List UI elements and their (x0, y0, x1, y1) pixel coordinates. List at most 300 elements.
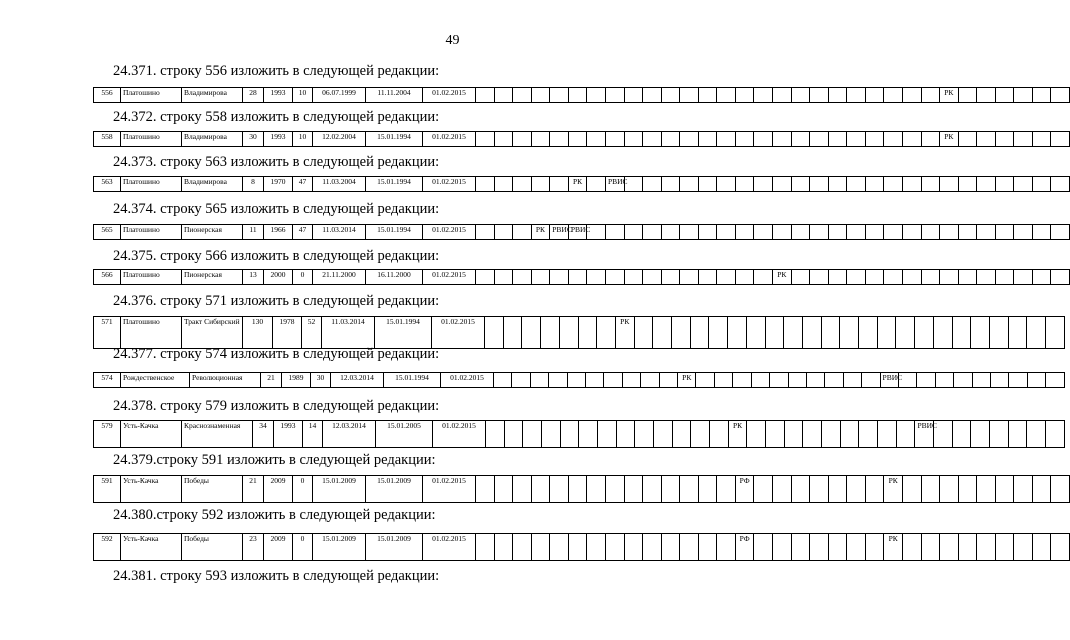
page-number: 49 (445, 33, 460, 48)
empty-flag-cell (587, 177, 606, 192)
empty-flag-cell (847, 534, 866, 561)
empty-flag-cell (624, 270, 643, 285)
table-cell: Владимирова (182, 132, 243, 147)
empty-flag-cell (672, 421, 691, 448)
empty-flag-cell (643, 132, 662, 147)
table-cell: 15.01.1994 (375, 317, 432, 349)
empty-flag-cell (659, 373, 677, 388)
empty-flag-cell (1046, 317, 1065, 349)
empty-flag-cell (810, 476, 829, 503)
empty-flag-cell (788, 373, 806, 388)
table-cell: 30 (311, 373, 331, 388)
empty-flag-cell (828, 177, 847, 192)
empty-flag-cell (995, 270, 1014, 285)
empty-flag-cell (865, 476, 884, 503)
table-cell: 591 (94, 476, 121, 503)
empty-flag-cell (921, 270, 940, 285)
empty-flag-cell (550, 88, 569, 103)
empty-flag-cell (791, 177, 810, 192)
empty-flag-cell (971, 317, 990, 349)
empty-flag-cell (1014, 88, 1033, 103)
empty-flag-cell (884, 88, 903, 103)
empty-flag-cell (587, 270, 606, 285)
empty-flag-cell (513, 132, 532, 147)
section-heading: 24.379.строку 591 изложить в следующей редакции: (113, 452, 436, 468)
empty-flag-cell (821, 317, 840, 349)
empty-flag-cell (915, 317, 934, 349)
empty-flag-cell (503, 317, 522, 349)
empty-flag-cell (921, 534, 940, 561)
empty-flag-cell (690, 317, 709, 349)
empty-flag-cell (661, 534, 680, 561)
table-cell: 11.11.2004 (366, 88, 423, 103)
empty-flag-cell (977, 132, 996, 147)
table-cell: 1989 (282, 373, 311, 388)
empty-flag-cell (1046, 373, 1064, 388)
empty-flag-cell (717, 534, 736, 561)
empty-flag-cell (847, 88, 866, 103)
empty-flag-cell (865, 177, 884, 192)
empty-flag-cell (828, 225, 847, 240)
empty-flag-cell (958, 88, 977, 103)
empty-flag-cell (605, 132, 624, 147)
flag-cell: РФ (735, 534, 754, 561)
empty-flag-cell (680, 132, 699, 147)
table-cell: Платошино (121, 270, 182, 285)
table-cell: 0 (293, 270, 313, 285)
empty-flag-cell (765, 317, 784, 349)
empty-flag-cell (977, 534, 996, 561)
section-heading: 24.378. строку 579 изложить в следующей редакции: (113, 398, 440, 414)
empty-flag-cell (605, 225, 624, 240)
table-cell: 8 (243, 177, 264, 192)
table-row (93, 269, 1070, 285)
empty-flag-cell (680, 177, 699, 192)
empty-flag-cell (803, 421, 822, 448)
empty-flag-cell (810, 534, 829, 561)
empty-flag-cell (784, 421, 803, 448)
empty-flag-cell (952, 317, 971, 349)
table-cell: 0 (293, 534, 313, 561)
empty-flag-cell (661, 88, 680, 103)
empty-flag-cell (624, 132, 643, 147)
empty-flag-cell (698, 476, 717, 503)
table-cell: 12.03.2014 (331, 373, 384, 388)
table-cell: 11.03.2014 (313, 225, 366, 240)
empty-flag-cell (1032, 270, 1051, 285)
table-cell: 15.01.2009 (366, 534, 423, 561)
empty-flag-cell (770, 373, 788, 388)
table-cell: 01.02.2015 (423, 270, 476, 285)
empty-flag-cell (977, 225, 996, 240)
empty-flag-cell (754, 132, 773, 147)
empty-flag-cell (680, 225, 699, 240)
empty-flag-cell (773, 534, 792, 561)
empty-flag-cell (624, 225, 643, 240)
empty-flag-cell (714, 373, 732, 388)
table-cell: Рождественское (121, 373, 190, 388)
empty-flag-cell (661, 132, 680, 147)
flag-cell: РК (884, 476, 903, 503)
flag-cell: РВИС (568, 225, 587, 240)
table-cell: 2009 (264, 534, 293, 561)
table-cell: 01.02.2015 (423, 534, 476, 561)
empty-flag-cell (641, 373, 659, 388)
empty-flag-cell (531, 534, 550, 561)
empty-flag-cell (773, 225, 792, 240)
empty-flag-cell (1051, 132, 1070, 147)
empty-flag-cell (485, 317, 504, 349)
empty-flag-cell (878, 421, 897, 448)
empty-flag-cell (825, 373, 843, 388)
flag-cell: РК (728, 421, 747, 448)
empty-flag-cell (542, 421, 561, 448)
empty-flag-cell (935, 373, 953, 388)
empty-flag-cell (531, 132, 550, 147)
empty-flag-cell (1009, 373, 1027, 388)
empty-flag-cell (549, 373, 567, 388)
empty-flag-cell (940, 225, 959, 240)
empty-flag-cell (476, 177, 495, 192)
empty-flag-cell (840, 421, 859, 448)
empty-flag-cell (773, 88, 792, 103)
empty-flag-cell (766, 421, 785, 448)
empty-flag-cell (791, 476, 810, 503)
table-cell: 1978 (273, 317, 302, 349)
table-cell: 06.07.1999 (313, 88, 366, 103)
table-cell: Победы (182, 534, 243, 561)
empty-flag-cell (567, 373, 585, 388)
table-cell: 34 (253, 421, 274, 448)
empty-flag-cell (828, 270, 847, 285)
table-cell: Краснознаменная (182, 421, 253, 448)
empty-flag-cell (940, 534, 959, 561)
empty-flag-cell (586, 373, 604, 388)
table-cell: Платошино (121, 317, 182, 349)
empty-flag-cell (754, 476, 773, 503)
empty-flag-cell (568, 270, 587, 285)
empty-flag-cell (691, 421, 710, 448)
empty-flag-cell (531, 270, 550, 285)
empty-flag-cell (773, 476, 792, 503)
empty-flag-cell (531, 88, 550, 103)
flag-cell: РФ (735, 476, 754, 503)
empty-flag-cell (698, 225, 717, 240)
empty-flag-cell (1032, 476, 1051, 503)
empty-flag-cell (754, 88, 773, 103)
table-cell: 01.02.2015 (441, 373, 494, 388)
table-cell: 01.02.2015 (423, 88, 476, 103)
empty-flag-cell (847, 270, 866, 285)
empty-flag-cell (624, 88, 643, 103)
table-cell: 1993 (274, 421, 303, 448)
empty-flag-cell (806, 373, 824, 388)
empty-flag-cell (476, 476, 495, 503)
table-cell: 1970 (264, 177, 293, 192)
empty-flag-cell (746, 317, 765, 349)
empty-flag-cell (661, 177, 680, 192)
empty-flag-cell (865, 88, 884, 103)
table-cell: 15.01.1994 (384, 373, 441, 388)
table-cell: 12.03.2014 (323, 421, 376, 448)
empty-flag-cell (847, 476, 866, 503)
empty-flag-cell (791, 270, 810, 285)
empty-flag-cell (696, 373, 714, 388)
empty-flag-cell (784, 317, 803, 349)
table-cell: 52 (302, 317, 322, 349)
empty-flag-cell (1014, 132, 1033, 147)
table-cell: 15.01.2009 (313, 534, 366, 561)
empty-flag-cell (504, 421, 523, 448)
empty-flag-cell (605, 534, 624, 561)
section-heading: 24.377. строку 574 изложить в следующей редакции: (113, 346, 440, 362)
empty-flag-cell (634, 317, 653, 349)
flag-cell: РК (615, 317, 634, 349)
empty-flag-cell (1027, 421, 1046, 448)
empty-flag-cell (522, 317, 541, 349)
empty-flag-cell (579, 421, 598, 448)
empty-flag-cell (754, 177, 773, 192)
empty-flag-cell (921, 177, 940, 192)
empty-flag-cell (1014, 177, 1033, 192)
table-cell: 30 (243, 132, 264, 147)
empty-flag-cell (921, 225, 940, 240)
empty-flag-cell (672, 317, 691, 349)
empty-flag-cell (884, 270, 903, 285)
empty-flag-cell (810, 88, 829, 103)
table-row (93, 316, 1065, 349)
table-cell: 15.01.1994 (366, 132, 423, 147)
empty-flag-cell (902, 270, 921, 285)
empty-flag-cell (513, 270, 532, 285)
empty-flag-cell (1051, 534, 1070, 561)
empty-flag-cell (735, 225, 754, 240)
empty-flag-cell (494, 132, 513, 147)
empty-flag-cell (958, 270, 977, 285)
empty-flag-cell (698, 132, 717, 147)
empty-flag-cell (709, 317, 728, 349)
table-cell: Платошино (121, 177, 182, 192)
empty-flag-cell (568, 132, 587, 147)
table-cell: 2009 (264, 476, 293, 503)
table-cell: 10 (293, 88, 313, 103)
empty-flag-cell (940, 476, 959, 503)
empty-flag-cell (751, 373, 769, 388)
empty-flag-cell (635, 421, 654, 448)
empty-flag-cell (977, 270, 996, 285)
empty-flag-cell (717, 88, 736, 103)
empty-flag-cell (865, 132, 884, 147)
empty-flag-cell (598, 421, 617, 448)
table-cell: 11.03.2014 (322, 317, 375, 349)
table-cell: Платошино (121, 225, 182, 240)
empty-flag-cell (977, 476, 996, 503)
empty-flag-cell (523, 421, 542, 448)
empty-flag-cell (1008, 421, 1027, 448)
empty-flag-cell (624, 534, 643, 561)
flag-cell: РК (531, 225, 550, 240)
table-cell: Владимирова (182, 177, 243, 192)
table-cell: 01.02.2015 (423, 225, 476, 240)
empty-flag-cell (791, 225, 810, 240)
empty-flag-cell (921, 88, 940, 103)
flag-cell: РК (568, 177, 587, 192)
table-cell: 0 (293, 476, 313, 503)
flag-cell: РВИС (605, 177, 624, 192)
empty-flag-cell (828, 88, 847, 103)
empty-flag-cell (917, 373, 935, 388)
empty-flag-cell (476, 132, 495, 147)
section-heading: 24.372. строку 558 изложить в следующей редакции: (113, 109, 440, 125)
table-cell: Усть-Качка (121, 534, 182, 561)
empty-flag-cell (773, 132, 792, 147)
empty-flag-cell (1014, 534, 1033, 561)
empty-flag-cell (717, 476, 736, 503)
empty-flag-cell (958, 476, 977, 503)
flag-cell: РВИС (915, 421, 934, 448)
table-cell: 14 (303, 421, 323, 448)
empty-flag-cell (494, 476, 513, 503)
empty-flag-cell (587, 88, 606, 103)
empty-flag-cell (990, 421, 1009, 448)
table-cell: 10 (293, 132, 313, 147)
table-cell: 571 (94, 317, 121, 349)
empty-flag-cell (977, 177, 996, 192)
empty-flag-cell (531, 177, 550, 192)
table-row (93, 87, 1070, 103)
empty-flag-cell (933, 317, 952, 349)
empty-flag-cell (550, 270, 569, 285)
empty-flag-cell (972, 373, 990, 388)
empty-flag-cell (902, 534, 921, 561)
empty-flag-cell (1032, 534, 1051, 561)
table-row (93, 420, 1065, 448)
empty-flag-cell (661, 476, 680, 503)
empty-flag-cell (902, 88, 921, 103)
empty-flag-cell (643, 534, 662, 561)
empty-flag-cell (653, 317, 672, 349)
empty-flag-cell (680, 476, 699, 503)
table-cell: 12.02.2004 (313, 132, 366, 147)
empty-flag-cell (541, 317, 560, 349)
empty-flag-cell (995, 88, 1014, 103)
empty-flag-cell (802, 317, 821, 349)
table-cell: 01.02.2015 (432, 317, 485, 349)
empty-flag-cell (810, 177, 829, 192)
empty-flag-cell (1014, 225, 1033, 240)
empty-flag-cell (840, 317, 859, 349)
table-row (93, 533, 1070, 561)
empty-flag-cell (1032, 225, 1051, 240)
empty-flag-cell (717, 177, 736, 192)
table-cell: Революционная (190, 373, 261, 388)
table-cell: 21 (261, 373, 282, 388)
empty-flag-cell (1027, 317, 1046, 349)
table-cell: 11.03.2004 (313, 177, 366, 192)
flag-cell: РК (773, 270, 792, 285)
empty-flag-cell (791, 534, 810, 561)
empty-flag-cell (791, 132, 810, 147)
empty-flag-cell (940, 270, 959, 285)
empty-flag-cell (733, 373, 751, 388)
table-cell: 13 (243, 270, 264, 285)
empty-flag-cell (494, 88, 513, 103)
table-row (93, 475, 1070, 503)
empty-flag-cell (494, 373, 512, 388)
empty-flag-cell (810, 132, 829, 147)
empty-flag-cell (958, 534, 977, 561)
empty-flag-cell (865, 534, 884, 561)
empty-flag-cell (512, 373, 530, 388)
empty-flag-cell (717, 270, 736, 285)
empty-flag-cell (654, 421, 673, 448)
empty-flag-cell (735, 270, 754, 285)
empty-flag-cell (698, 534, 717, 561)
empty-flag-cell (494, 225, 513, 240)
empty-flag-cell (698, 88, 717, 103)
empty-flag-cell (476, 88, 495, 103)
empty-flag-cell (717, 225, 736, 240)
table-cell: 1993 (264, 88, 293, 103)
empty-flag-cell (954, 373, 972, 388)
empty-flag-cell (559, 317, 578, 349)
empty-flag-cell (476, 270, 495, 285)
table-cell: 01.02.2015 (423, 132, 476, 147)
table-cell: 2000 (264, 270, 293, 285)
empty-flag-cell (958, 225, 977, 240)
table-cell: Владимирова (182, 88, 243, 103)
empty-flag-cell (735, 177, 754, 192)
empty-flag-cell (476, 534, 495, 561)
empty-flag-cell (1032, 88, 1051, 103)
empty-flag-cell (624, 476, 643, 503)
empty-flag-cell (698, 177, 717, 192)
table-cell: Тракт Сибирский (182, 317, 243, 349)
empty-flag-cell (865, 225, 884, 240)
empty-flag-cell (550, 534, 569, 561)
empty-flag-cell (902, 177, 921, 192)
empty-flag-cell (1008, 317, 1027, 349)
empty-flag-cell (877, 317, 896, 349)
section-heading: 24.373. строку 563 изложить в следующей редакции: (113, 154, 440, 170)
empty-flag-cell (1027, 373, 1045, 388)
empty-flag-cell (568, 534, 587, 561)
table-cell: 15.01.2005 (376, 421, 433, 448)
empty-flag-cell (995, 534, 1014, 561)
table-cell: 01.02.2015 (423, 476, 476, 503)
table-cell: 566 (94, 270, 121, 285)
empty-flag-cell (1051, 177, 1070, 192)
empty-flag-cell (531, 476, 550, 503)
table-cell: Пионерская (182, 270, 243, 285)
empty-flag-cell (568, 476, 587, 503)
table-row (93, 176, 1070, 192)
table-cell: 01.02.2015 (423, 177, 476, 192)
empty-flag-cell (1051, 476, 1070, 503)
section-heading: 24.371. строку 556 изложить в следующей редакции: (113, 63, 440, 79)
empty-flag-cell (622, 373, 640, 388)
table-cell: 592 (94, 534, 121, 561)
empty-flag-cell (513, 225, 532, 240)
empty-flag-cell (822, 421, 841, 448)
empty-flag-cell (476, 225, 495, 240)
table-cell: 1993 (264, 132, 293, 147)
empty-flag-cell (605, 88, 624, 103)
empty-flag-cell (884, 132, 903, 147)
empty-flag-cell (828, 534, 847, 561)
section-heading: 24.374. строку 565 изложить в следующей редакции: (113, 201, 440, 217)
empty-flag-cell (902, 132, 921, 147)
